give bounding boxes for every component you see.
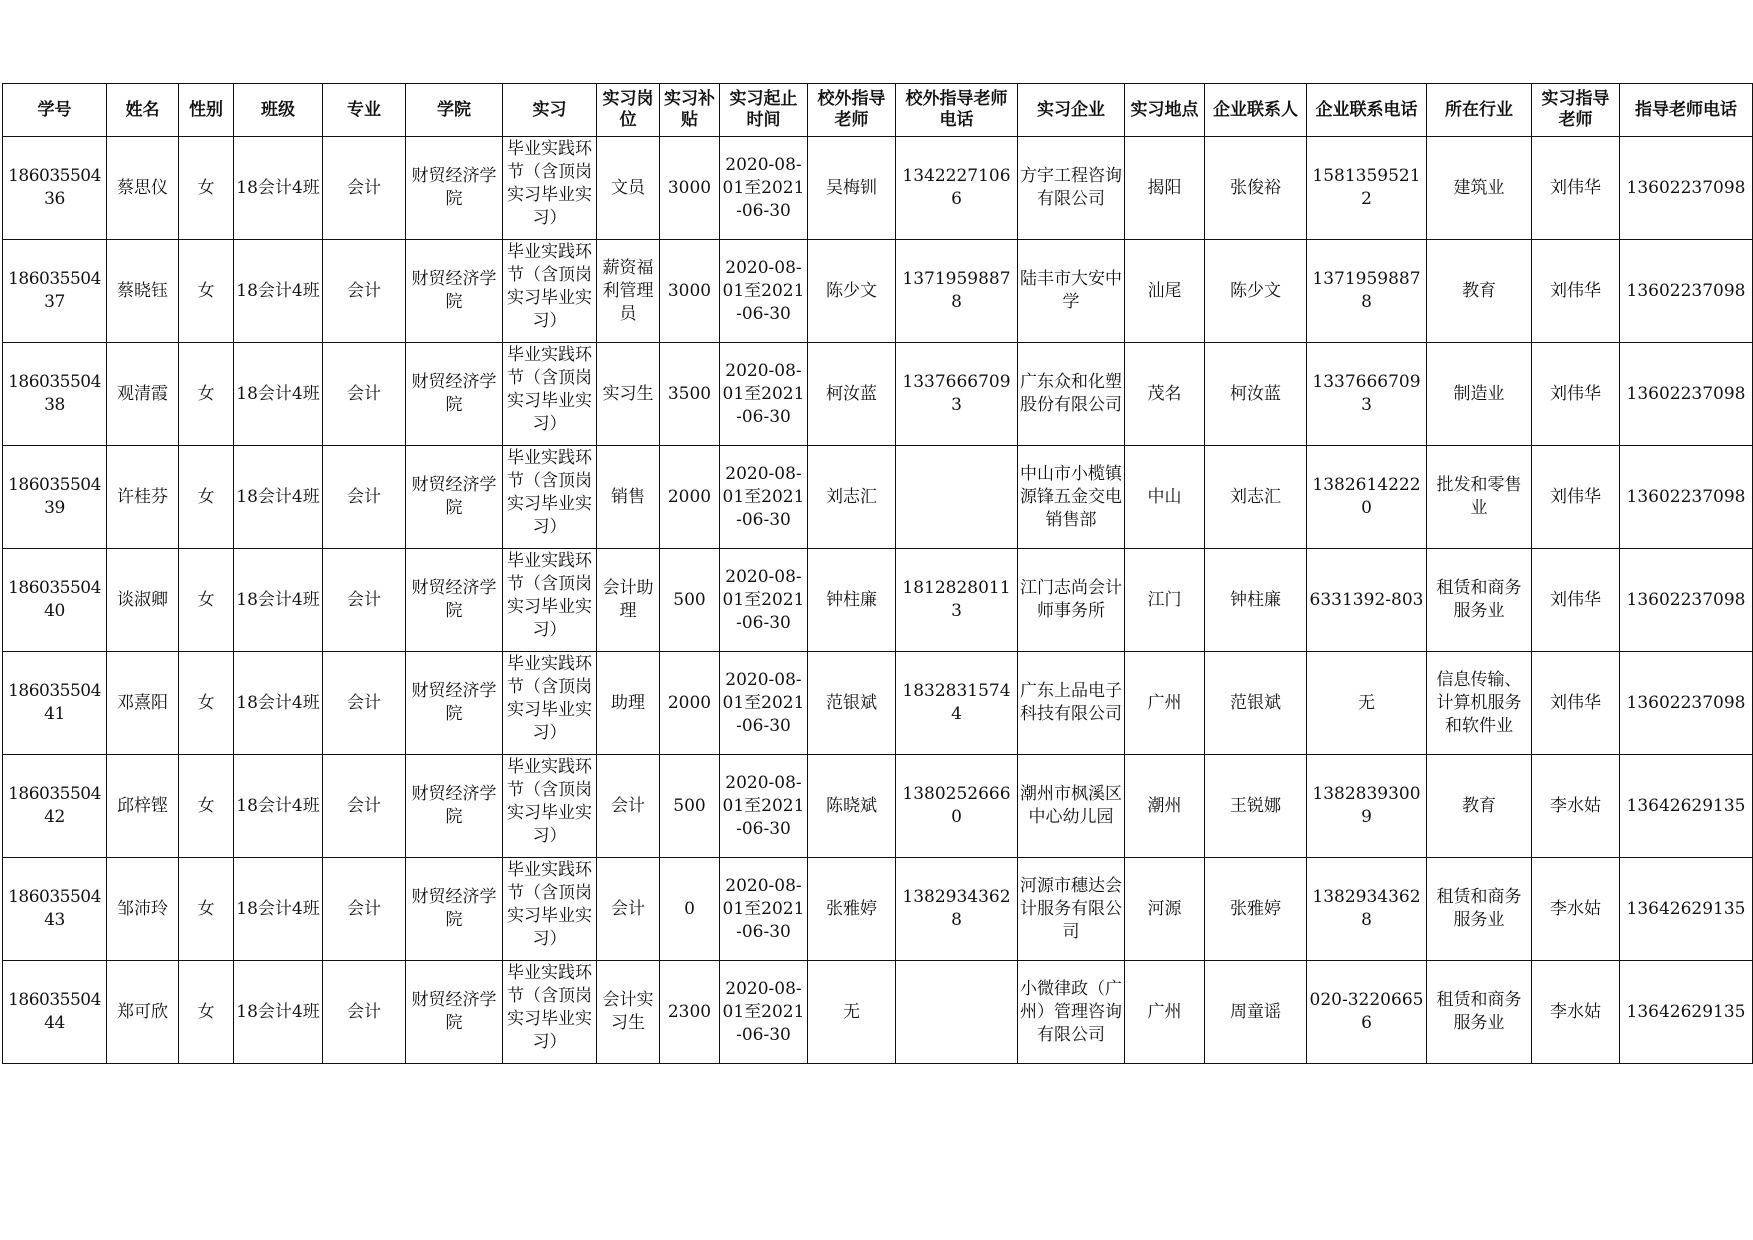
table-cell: 13642629135 — [1620, 961, 1753, 1064]
table-cell: 文员 — [597, 137, 660, 240]
table-cell — [503, 755, 597, 858]
table-cell — [896, 446, 1018, 549]
table-cell: 500 — [660, 549, 720, 652]
table-cell: 财贸经济学院 — [406, 858, 503, 961]
column-header: 校外指导老师电话 — [896, 84, 1018, 137]
table-cell: 会计 — [323, 652, 406, 755]
table-cell: 谈淑卿 — [107, 549, 179, 652]
table-row — [3, 961, 1753, 1064]
table-cell: 2000 — [660, 446, 720, 549]
table-cell: 制造业 — [1427, 343, 1532, 446]
table-row — [3, 858, 1753, 961]
internship-type-text: 毕业实践环节（含顶岗实习毕业实习） — [507, 963, 592, 1052]
table-cell: 陈少文 — [1205, 240, 1307, 343]
table-cell — [503, 549, 597, 652]
table-cell: 财贸经济学院 — [406, 549, 503, 652]
table-cell: 3500 — [660, 343, 720, 446]
column-header: 企业联系人 — [1205, 84, 1307, 137]
table-cell: 13602237098 — [1620, 549, 1753, 652]
table-cell: 13829343628 — [1307, 858, 1427, 961]
table-cell — [503, 343, 597, 446]
table-cell: 江门 — [1125, 549, 1205, 652]
internship-type-text: 毕业实践环节（含顶岗实习毕业实习） — [507, 654, 592, 743]
table-cell: 18603550441 — [3, 652, 107, 755]
table-cell: 13642629135 — [1620, 858, 1753, 961]
column-header: 实习补贴 — [660, 84, 720, 137]
table-cell: 会计 — [323, 858, 406, 961]
table-cell: 范银斌 — [808, 652, 896, 755]
table-cell: 李水姑 — [1532, 755, 1620, 858]
table-cell: 许桂芬 — [107, 446, 179, 549]
table-cell: 广东上品电子科技有限公司 — [1018, 652, 1125, 755]
table-cell: 13802526660 — [896, 755, 1018, 858]
table-cell: 2300 — [660, 961, 720, 1064]
table-cell: 观清霞 — [107, 343, 179, 446]
table-row — [3, 343, 1753, 446]
table-cell — [503, 858, 597, 961]
table-cell: 会计 — [323, 343, 406, 446]
table-cell: 小微律政（广州）管理咨询有限公司 — [1018, 961, 1125, 1064]
table-cell: 2020-08-01至2021-06-30 — [720, 858, 808, 961]
table-cell: 女 — [179, 652, 234, 755]
table-cell: 18603550444 — [3, 961, 107, 1064]
table-cell: 女 — [179, 549, 234, 652]
table-cell: 揭阳 — [1125, 137, 1205, 240]
table-cell: 刘志汇 — [1205, 446, 1307, 549]
column-header: 专业 — [323, 84, 406, 137]
table-cell: 15813595212 — [1307, 137, 1427, 240]
table-cell: 会计 — [597, 858, 660, 961]
table-cell: 女 — [179, 446, 234, 549]
table-cell: 会计 — [597, 755, 660, 858]
column-header: 姓名 — [107, 84, 179, 137]
table-cell: 0 — [660, 858, 720, 961]
column-header: 实习岗位 — [597, 84, 660, 137]
table-row — [3, 240, 1753, 343]
table-cell: 刘伟华 — [1532, 343, 1620, 446]
table-cell: 刘伟华 — [1532, 240, 1620, 343]
table-cell: 18会计4班 — [234, 137, 323, 240]
table-cell: 会计 — [323, 137, 406, 240]
column-header: 校外指导老师 — [808, 84, 896, 137]
table-cell: 13602237098 — [1620, 652, 1753, 755]
table-cell: 刘伟华 — [1532, 446, 1620, 549]
table-cell: 周童谣 — [1205, 961, 1307, 1064]
table-cell: 财贸经济学院 — [406, 961, 503, 1064]
table-cell — [503, 652, 597, 755]
table-cell: 张雅婷 — [1205, 858, 1307, 961]
table-cell: 18603550440 — [3, 549, 107, 652]
table-cell: 李水姑 — [1532, 858, 1620, 961]
table-cell: 女 — [179, 240, 234, 343]
table-cell: 2020-08-01至2021-06-30 — [720, 137, 808, 240]
internship-type-text: 毕业实践环节（含顶岗实习毕业实习） — [507, 757, 592, 846]
column-header: 性别 — [179, 84, 234, 137]
table-cell: 财贸经济学院 — [406, 240, 503, 343]
internship-type-text: 毕业实践环节（含顶岗实习毕业实习） — [507, 345, 592, 434]
table-cell: 18603550438 — [3, 343, 107, 446]
table-cell: 2020-08-01至2021-06-30 — [720, 652, 808, 755]
table-cell: 2000 — [660, 652, 720, 755]
table-cell: 方宇工程咨询有限公司 — [1018, 137, 1125, 240]
table-cell: 中山 — [1125, 446, 1205, 549]
table-cell: 女 — [179, 961, 234, 1064]
table-cell: 财贸经济学院 — [406, 652, 503, 755]
table-cell: 郑可欣 — [107, 961, 179, 1064]
table-cell: 会计 — [323, 240, 406, 343]
column-header: 实习起止时间 — [720, 84, 808, 137]
table-cell: 刘志汇 — [808, 446, 896, 549]
table-cell: 女 — [179, 343, 234, 446]
table-cell — [503, 137, 597, 240]
table-cell: 18603550437 — [3, 240, 107, 343]
table-cell: 陈晓斌 — [808, 755, 896, 858]
table-cell: 13829343628 — [896, 858, 1018, 961]
internship-table — [2, 83, 1753, 1064]
table-cell: 邓熹阳 — [107, 652, 179, 755]
table-cell: 教育 — [1427, 755, 1532, 858]
table-cell: 广东众和化塑股份有限公司 — [1018, 343, 1125, 446]
table-cell: 财贸经济学院 — [406, 446, 503, 549]
table-cell: 租赁和商务服务业 — [1427, 858, 1532, 961]
table-cell: 邱梓铿 — [107, 755, 179, 858]
internship-type-text: 毕业实践环节（含顶岗实习毕业实习） — [507, 551, 592, 640]
table-cell: 租赁和商务服务业 — [1427, 961, 1532, 1064]
table-row — [3, 652, 1753, 755]
table-cell: 2020-08-01至2021-06-30 — [720, 240, 808, 343]
table-cell: 会计助理 — [597, 549, 660, 652]
table-cell: 张雅婷 — [808, 858, 896, 961]
table-cell: 租赁和商务服务业 — [1427, 549, 1532, 652]
table-cell: 教育 — [1427, 240, 1532, 343]
table-cell: 18会计4班 — [234, 549, 323, 652]
table-cell: 吴梅钏 — [808, 137, 896, 240]
column-header: 实习地点 — [1125, 84, 1205, 137]
table-cell: 18603550443 — [3, 858, 107, 961]
table-cell: 河源 — [1125, 858, 1205, 961]
table-cell: 13422271066 — [896, 137, 1018, 240]
table-cell: 钟柱廉 — [1205, 549, 1307, 652]
table-cell — [503, 240, 597, 343]
column-header: 企业联系电话 — [1307, 84, 1427, 137]
table-cell: 13719598878 — [896, 240, 1018, 343]
table-cell: 13602237098 — [1620, 446, 1753, 549]
table-cell: 会计 — [323, 549, 406, 652]
column-header: 指导老师电话 — [1620, 84, 1753, 137]
table-cell: 刘伟华 — [1532, 652, 1620, 755]
table-cell: 邹沛玲 — [107, 858, 179, 961]
internship-type-text: 毕业实践环节（含顶岗实习毕业实习） — [507, 448, 592, 537]
table-cell: 13376667093 — [896, 343, 1018, 446]
table-cell: 13719598878 — [1307, 240, 1427, 343]
table-cell: 江门志尚会计师事务所 — [1018, 549, 1125, 652]
table-cell: 18会计4班 — [234, 446, 323, 549]
table-cell: 18328315744 — [896, 652, 1018, 755]
table-cell: 2020-08-01至2021-06-30 — [720, 755, 808, 858]
table-cell: 13602237098 — [1620, 137, 1753, 240]
table-cell: 2020-08-01至2021-06-30 — [720, 961, 808, 1064]
table-cell: 2020-08-01至2021-06-30 — [720, 343, 808, 446]
table-cell: 财贸经济学院 — [406, 137, 503, 240]
table-cell: 13642629135 — [1620, 755, 1753, 858]
table-cell: 河源市穗达会计服务有限公司 — [1018, 858, 1125, 961]
table-cell: 18128280113 — [896, 549, 1018, 652]
column-header: 实习指导老师 — [1532, 84, 1620, 137]
table-cell: 销售 — [597, 446, 660, 549]
column-header: 实习 — [503, 84, 597, 137]
table-cell: 3000 — [660, 137, 720, 240]
table-cell: 蔡思仪 — [107, 137, 179, 240]
table-cell: 助理 — [597, 652, 660, 755]
table-cell: 信息传输、计算机服务和软件业 — [1427, 652, 1532, 755]
column-header: 学院 — [406, 84, 503, 137]
table-row — [3, 137, 1753, 240]
table-cell: 18603550439 — [3, 446, 107, 549]
table-cell: 柯汝蓝 — [808, 343, 896, 446]
table-cell: 实习生 — [597, 343, 660, 446]
table-cell: 广州 — [1125, 652, 1205, 755]
table-cell: 茂名 — [1125, 343, 1205, 446]
table-cell: 3000 — [660, 240, 720, 343]
table-cell: 女 — [179, 858, 234, 961]
header-row — [3, 84, 1753, 137]
table-cell: 13602237098 — [1620, 343, 1753, 446]
table-cell: 会计实习生 — [597, 961, 660, 1064]
column-header: 实习企业 — [1018, 84, 1125, 137]
table-cell: 会计 — [323, 755, 406, 858]
table-row — [3, 755, 1753, 858]
table-cell: 张俊裕 — [1205, 137, 1307, 240]
table-cell: 18会计4班 — [234, 652, 323, 755]
table-cell: 020-32206656 — [1307, 961, 1427, 1064]
table-cell — [503, 446, 597, 549]
table-cell: 18会计4班 — [234, 961, 323, 1064]
table-cell: 薪资福利管理员 — [597, 240, 660, 343]
table-cell: 13828393009 — [1307, 755, 1427, 858]
table-cell: 18603550436 — [3, 137, 107, 240]
table-cell: 财贸经济学院 — [406, 755, 503, 858]
table-cell — [503, 961, 597, 1064]
table-cell: 2020-08-01至2021-06-30 — [720, 446, 808, 549]
column-header: 班级 — [234, 84, 323, 137]
table-cell: 潮州市枫溪区中心幼儿园 — [1018, 755, 1125, 858]
table-cell: 柯汝蓝 — [1205, 343, 1307, 446]
table-cell: 6331392-803 — [1307, 549, 1427, 652]
table-cell: 13376667093 — [1307, 343, 1427, 446]
table-cell: 18603550442 — [3, 755, 107, 858]
table-cell: 13826142220 — [1307, 446, 1427, 549]
table-cell: 刘伟华 — [1532, 549, 1620, 652]
internship-type-text: 毕业实践环节（含顶岗实习毕业实习） — [507, 242, 592, 331]
table-cell: 18会计4班 — [234, 240, 323, 343]
table-cell: 无 — [1307, 652, 1427, 755]
table-row — [3, 549, 1753, 652]
table-cell: 广州 — [1125, 961, 1205, 1064]
table-cell: 500 — [660, 755, 720, 858]
table-cell: 中山市小榄镇源锋五金交电销售部 — [1018, 446, 1125, 549]
table-cell: 钟柱廉 — [808, 549, 896, 652]
table-row — [3, 446, 1753, 549]
table-cell: 蔡晓钰 — [107, 240, 179, 343]
table-cell: 财贸经济学院 — [406, 343, 503, 446]
table-cell: 无 — [808, 961, 896, 1064]
column-header: 学号 — [3, 84, 107, 137]
table-cell: 会计 — [323, 446, 406, 549]
table-cell: 建筑业 — [1427, 137, 1532, 240]
table-cell: 13602237098 — [1620, 240, 1753, 343]
table-cell: 女 — [179, 137, 234, 240]
table-cell: 批发和零售业 — [1427, 446, 1532, 549]
internship-type-text: 毕业实践环节（含顶岗实习毕业实习） — [507, 860, 592, 949]
table-cell — [896, 961, 1018, 1064]
table-cell: 汕尾 — [1125, 240, 1205, 343]
table-cell: 王锐娜 — [1205, 755, 1307, 858]
table-cell: 18会计4班 — [234, 858, 323, 961]
table-cell: 刘伟华 — [1532, 137, 1620, 240]
internship-type-text: 毕业实践环节（含顶岗实习毕业实习） — [507, 139, 592, 228]
table-cell: 陈少文 — [808, 240, 896, 343]
table-cell: 会计 — [323, 961, 406, 1064]
table-cell: 陆丰市大安中学 — [1018, 240, 1125, 343]
table-cell: 范银斌 — [1205, 652, 1307, 755]
table-cell: 潮州 — [1125, 755, 1205, 858]
table-cell: 18会计4班 — [234, 755, 323, 858]
table-cell: 女 — [179, 755, 234, 858]
table-cell: 2020-08-01至2021-06-30 — [720, 549, 808, 652]
table-cell: 李水姑 — [1532, 961, 1620, 1064]
column-header: 所在行业 — [1427, 84, 1532, 137]
table-cell: 18会计4班 — [234, 343, 323, 446]
